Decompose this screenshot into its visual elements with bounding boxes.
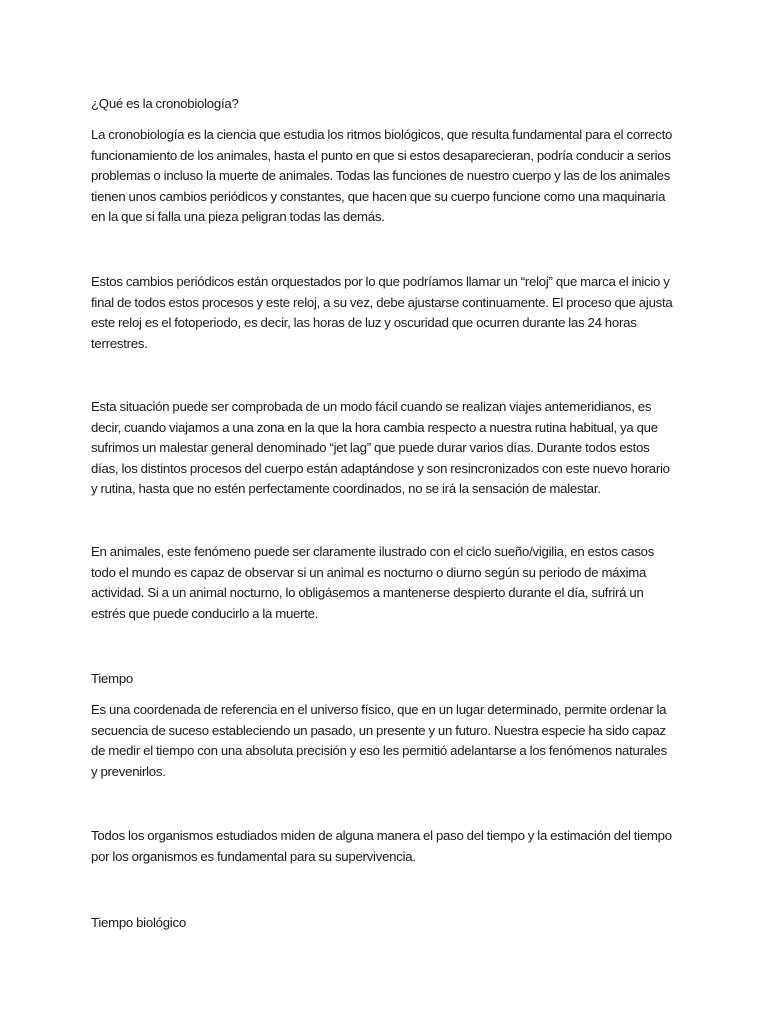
paragraph-line: en la que si falla una pieza peligran todas las demás. [91, 209, 385, 225]
paragraph-line: y rutina, hasta que no estén perfectamente coordinados, no se irá la sensación de malestar. [91, 481, 601, 497]
paragraph-line: tienen unos cambios periódicos y constantes, que hacen que su cuerpo funcione como una maquinaria [91, 188, 666, 204]
paragraph-line: actividad. Si a un animal nocturno, lo obligásemos a mantenerse despierto durante el día, sufrirá un [91, 585, 644, 601]
paragraph-animales [91, 542, 691, 624]
paragraph-line: decir, cuando viajamos a una zona en la que la hora cambia respecto a nuestra rutina habitual, ya que [91, 419, 658, 435]
heading-tiempo-biologico: Tiempo biológico [91, 915, 186, 930]
paragraph-line: terrestres. [91, 335, 148, 351]
heading-cronobiologia: ¿Qué es la cronobiología? [91, 96, 239, 111]
paragraph-line: funcionamiento de los animales, hasta el punto en que si estos desaparecieran, podría conducir a serios [91, 147, 671, 163]
paragraph-line: este reloj es el fotoperiodo, es decir, las horas de luz y oscuridad que ocurren durante las 24 horas [91, 315, 637, 331]
paragraph-line: Es una coordenada de referencia en el universo físico, que en un lugar determinado, permite ordenar la [91, 702, 667, 717]
paragraph-line: todo el mundo es capaz de observar si un animal es nocturno o diurno según su periodo de máxima [91, 564, 647, 580]
paragraph-tiempo [91, 700, 691, 782]
paragraph-line: Estos cambios periódicos están orquestados por lo que podríamos llamar un “reloj” que marca el inicio y [91, 274, 670, 289]
paragraph-organismos [91, 826, 691, 867]
paragraph-jet-lag [91, 397, 691, 500]
paragraph-reloj [91, 272, 691, 354]
heading-tiempo: Tiempo [91, 671, 133, 686]
paragraph-line: y prevenirlos. [91, 763, 166, 779]
paragraph-definition [91, 125, 691, 228]
paragraph-line: sufrimos un malestar general denominado “jet lag” que puede durar varios días. Durante todos estos [91, 440, 650, 456]
paragraph-line: La cronobiología es la ciencia que estudia los ritmos biológicos, que resulta fundamental para el correcto [91, 127, 673, 142]
paragraph-line: Esta situación puede ser comprobada de un modo fácil cuando se realizan viajes antemeridianos, es [91, 399, 652, 414]
paragraph-line: Todos los organismos estudiados miden de alguna manera el paso del tiempo y la estimación del tiempo [91, 828, 672, 843]
paragraph-line: de medir el tiempo con una absoluta precisión y eso les permitió adelantarse a los fenómenos naturales [91, 743, 667, 759]
paragraph-line: problemas o incluso la muerte de animales. Todas las funciones de nuestro cuerpo y las de los animales [91, 168, 671, 184]
paragraph-line: final de todos estos procesos y este reloj, a su vez, debe ajustarse continuamente. El proceso que ajusta [91, 294, 673, 310]
paragraph-line: estrés que puede conducirlo a la muerte. [91, 605, 319, 621]
paragraph-line: días, los distintos procesos del cuerpo están adaptándose y son resincronizados con este nuevo horario [91, 460, 670, 476]
paragraph-line: secuencia de suceso estableciendo un pasado, un presente y un futuro. Nuestra especie ha sido capaz [91, 722, 666, 738]
paragraph-line: En animales, este fenómeno puede ser claramente ilustrado con el ciclo sueño/vigilia, en estos casos [91, 544, 655, 559]
paragraph-line: por los organismos es fundamental para su supervivencia. [91, 848, 416, 864]
